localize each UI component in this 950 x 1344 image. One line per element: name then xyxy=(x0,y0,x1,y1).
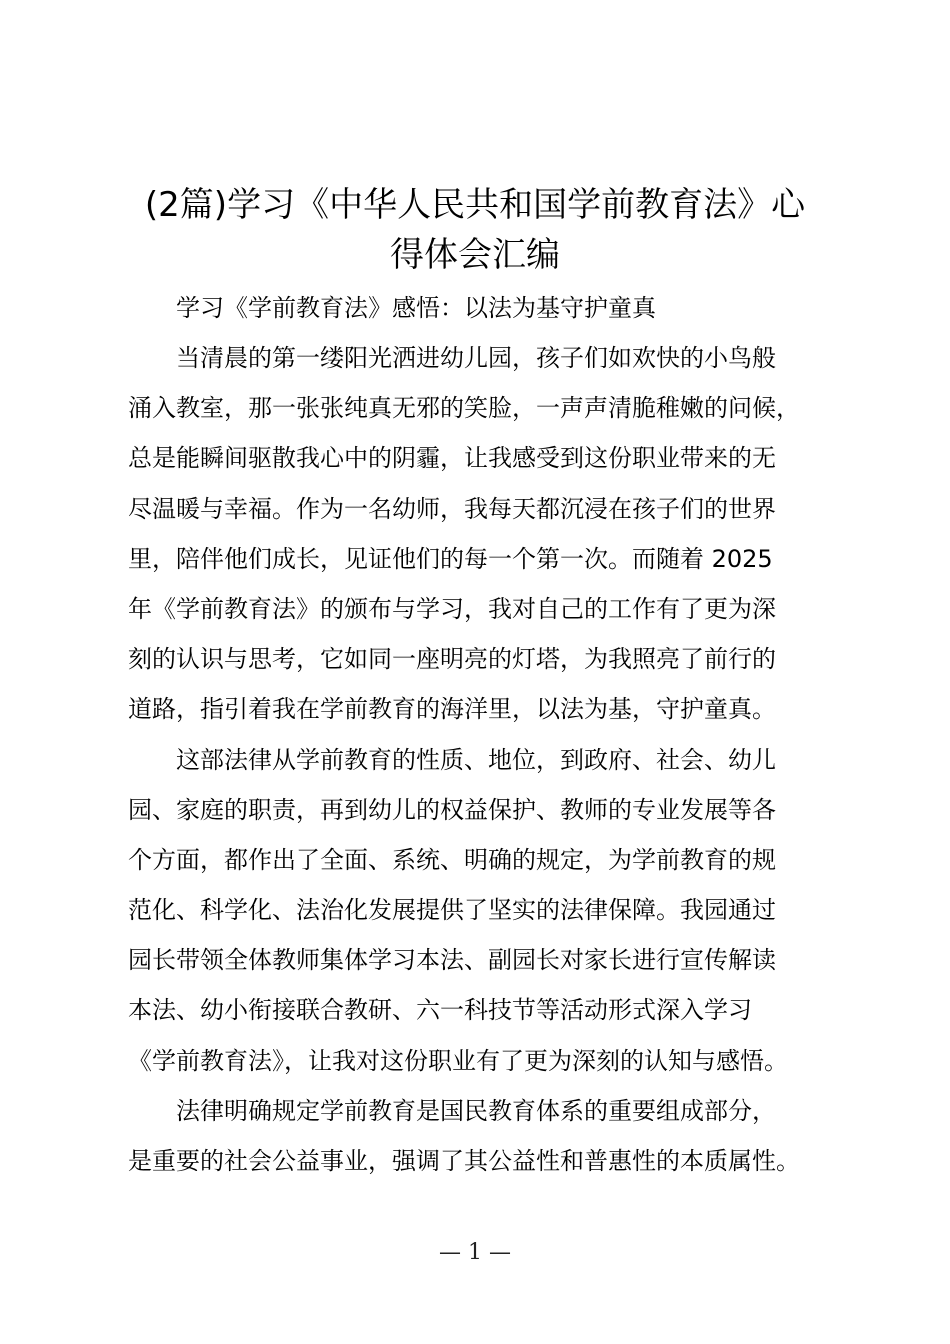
paragraph-1 xyxy=(128,333,848,735)
title-line-2: 得体会汇编 xyxy=(390,235,560,275)
paragraph-line: 里，陪伴他们成长，见证他们的每一个第一次。而随着 2025 xyxy=(128,544,773,573)
paragraph-2 xyxy=(128,735,848,1086)
title-line-1: (2篇)学习《中华人民共和国学前教育法》心 xyxy=(144,185,806,225)
page-number: — 1 — xyxy=(439,1240,511,1265)
paragraph-line: 是重要的社会公益事业，强调了其公益性和普惠性的本质属性。 xyxy=(128,1147,800,1175)
paragraph-line: 涌入教室，那一张张纯真无邪的笑脸，一声声清脆稚嫩的问候， xyxy=(128,394,800,423)
paragraph-line: 年《学前教育法》的颁布与学习，我对自己的工作有了更为深 xyxy=(128,594,776,623)
paragraph-line: 当清晨的第一缕阳光洒进幼儿园，孩子们如欢快的小鸟般 xyxy=(176,344,776,372)
paragraph-line: 尽温暖与幸福。作为一名幼师，我每天都沉浸在孩子们的世界 xyxy=(128,494,776,523)
paragraph-line: 道路，指引着我在学前教育的海洋里，以法为基，守护童真。 xyxy=(128,695,776,724)
body-text xyxy=(128,333,848,1186)
section-subtitle: 学习《学前教育法》感悟：以法为基守护童真 xyxy=(176,294,656,322)
paragraph-line: 法律明确规定学前教育是国民教育体系的重要组成部分， xyxy=(176,1096,776,1125)
paragraph-3 xyxy=(128,1086,848,1186)
paragraph-line: 《学前教育法》，让我对这份职业有了更为深刻的认知与感悟。 xyxy=(128,1046,788,1075)
paragraph-line: 范化、科学化、法治化发展提供了坚实的法律保障。我园通过 xyxy=(128,896,776,925)
paragraph-line: 总是能瞬间驱散我心中的阴霾，让我感受到这份职业带来的无 xyxy=(128,444,776,473)
paragraph-line: 园长带领全体教师集体学习本法、副园长对家长进行宣传解读 xyxy=(128,946,776,975)
paragraph-line: 本法、幼小衔接联合教研、六一科技节等活动形式深入学习 xyxy=(128,996,752,1025)
document-title xyxy=(100,180,850,280)
paragraph-line: 这部法律从学前教育的性质、地位，到政府、社会、幼儿 xyxy=(176,745,776,774)
paragraph-line: 刻的认识与思考，它如同一座明亮的灯塔，为我照亮了前行的 xyxy=(128,645,776,674)
paragraph-line: 园、家庭的职责，再到幼儿的权益保护、教师的专业发展等各 xyxy=(128,795,776,824)
paragraph-line: 个方面，都作出了全面、系统、明确的规定，为学前教育的规 xyxy=(128,845,776,874)
